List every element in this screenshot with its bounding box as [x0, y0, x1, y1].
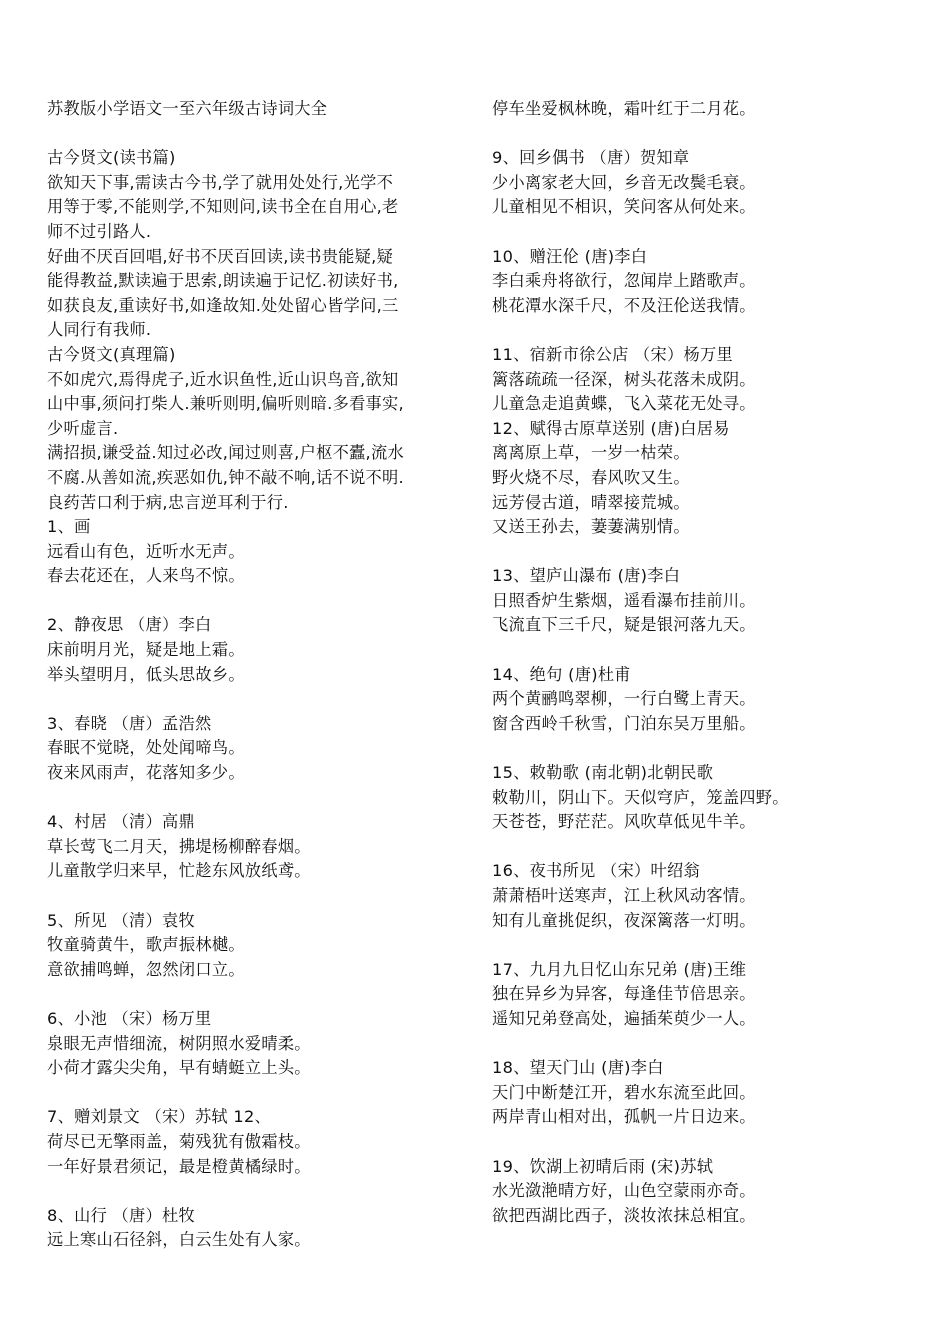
- text-line: 4、村居 （清）高鼎: [47, 812, 195, 832]
- text-line: 3、春晓 （唐）孟浩然: [47, 713, 212, 733]
- text-line: [47, 884, 467, 909]
- text-line: [47, 1179, 467, 1204]
- text-line: 春眠不觉晓，处处闻啼鸟。: [47, 738, 245, 758]
- text-line: [492, 1032, 932, 1057]
- text-line: [47, 122, 467, 147]
- text-line: 5、所见 （清）袁牧: [47, 910, 195, 930]
- text-line: 儿童急走追黄蝶，飞入菜花无处寻。: [492, 394, 756, 414]
- text-line: 举头望明月，低头思故乡。: [47, 664, 245, 684]
- text-line: 天门中断楚江开，碧水东流至此回。: [492, 1082, 756, 1102]
- text-line: 古今贤文(读书篇): [47, 148, 176, 168]
- text-line: [492, 638, 932, 663]
- text-line: [492, 122, 932, 147]
- text-line: [492, 1130, 932, 1155]
- text-line: 小荷才露尖尖角，早有蜻蜓立上头。: [47, 1058, 311, 1078]
- text-line: 10、赠汪伦 (唐)李白: [492, 246, 648, 266]
- text-line: 牧童骑黄牛，歌声振林樾。: [47, 935, 245, 955]
- text-line: 能得教益,默读遍于思索,朗读遍于记忆.初读好书,: [47, 271, 399, 291]
- text-line: 窗含西岭千秋雪，门泊东吴万里船。: [492, 713, 756, 733]
- text-line: 良药苦口利于病,忠言逆耳利于行.: [47, 492, 289, 512]
- text-line: 用等于零,不能则学,不知则问,读书全在自用心,老: [47, 197, 399, 217]
- text-line: 13、望庐山瀑布 (唐)李白: [492, 566, 681, 586]
- text-line: 两个黄鹂鸣翠柳，一行白鹭上青天。: [492, 689, 756, 709]
- text-line: 14、绝句 (唐)杜甫: [492, 664, 631, 684]
- text-line: 篱落疏疏一径深，树头花落未成阴。: [492, 369, 756, 389]
- text-line: 古今贤文(真理篇): [47, 344, 176, 364]
- text-line: [492, 835, 932, 860]
- text-line: 知有儿童挑促织，夜深篱落一灯明。: [492, 910, 756, 930]
- text-line: 床前明月光，疑是地上霜。: [47, 640, 245, 660]
- text-line: 16、夜书所见 （宋）叶绍翁: [492, 861, 701, 881]
- text-line: 儿童散学归来早，忙趁东风放纸鸢。: [47, 861, 311, 881]
- text-line: [492, 736, 932, 761]
- text-line: [47, 786, 467, 811]
- text-line: 欲把西湖比西子，淡妆浓抹总相宜。: [492, 1205, 756, 1225]
- text-line: 少小离家老大回，乡音无改鬓毛衰。: [492, 172, 756, 192]
- text-line: 8、山行 （唐）杜牧: [47, 1205, 195, 1225]
- text-line: 远看山有色，近听水无声。: [47, 541, 245, 561]
- text-line: 师不过引路人.: [47, 221, 152, 241]
- text-line: 如获良友,重读好书,如逢故知.处处留心皆学问,三: [47, 295, 399, 315]
- text-line: 1、画: [47, 517, 91, 537]
- text-line: 水光潋滟晴方好，山色空蒙雨亦奇。: [492, 1181, 756, 1201]
- text-line: 草长莺飞二月天，拂堤杨柳醉春烟。: [47, 836, 311, 856]
- text-line: 李白乘舟将欲行，忽闻岸上踏歌声。: [492, 271, 756, 291]
- text-line: 少听虚言.: [47, 418, 119, 438]
- text-line: 独在异乡为异客，每逢佳节倍思亲。: [492, 984, 756, 1004]
- text-line: 人同行有我师.: [47, 320, 152, 340]
- right-column: [492, 97, 932, 1228]
- text-line: 又送王孙去，萋萋满别情。: [492, 517, 690, 537]
- text-line: 春去花还在，人来鸟不惊。: [47, 566, 245, 586]
- text-line: 泉眼无声惜细流，树阴照水爱晴柔。: [47, 1033, 311, 1053]
- text-line: 山中事,须问打柴人.兼听则明,偏听则暗.多看事实,: [47, 394, 404, 414]
- text-line: 停车坐爱枫林晚，霜叶红于二月花。: [492, 99, 756, 118]
- text-line: 荷尽已无擎雨盖，菊残犹有傲霜枝。: [47, 1131, 311, 1151]
- text-line: 萧萧梧叶送寒声，江上秋风动客情。: [492, 886, 756, 905]
- text-line: 儿童相见不相识，笑问客从何处来。: [492, 197, 756, 217]
- text-line: 两岸青山相对出，孤帆一片日边来。: [492, 1107, 756, 1127]
- text-line: 欲知天下事,需读古今书,学了就用处处行,光学不: [47, 172, 394, 192]
- text-line: 好曲不厌百回唱,好书不厌百回读,读书贵能疑,疑: [47, 246, 394, 266]
- text-line: [47, 687, 467, 712]
- text-line: 9、回乡偶书 （唐）贺知章: [492, 148, 690, 168]
- text-line: 12、赋得古原草送别 (唐)白居易: [492, 418, 730, 438]
- text-line: [492, 220, 932, 245]
- text-line: [47, 589, 467, 614]
- text-line: [492, 933, 932, 958]
- text-line: 19、饮湖上初晴后雨 (宋)苏轼: [492, 1156, 714, 1176]
- text-line: 18、望天门山 (唐)李白: [492, 1058, 664, 1078]
- text-line: 意欲捕鸣蝉，忽然闭口立。: [47, 959, 245, 979]
- text-line: 远芳侵古道，晴翠接荒城。: [492, 492, 690, 512]
- text-line: 遥知兄弟登高处，遍插茱萸少一人。: [492, 1008, 756, 1028]
- text-line: 11、宿新市徐公店 （宋）杨万里: [492, 344, 733, 364]
- text-line: 苏教版小学语文一至六年级古诗词大全: [47, 99, 328, 118]
- text-line: 远上寒山石径斜，白云生处有人家。: [47, 1230, 311, 1250]
- text-line: 不如虎穴,焉得虎子,近水识鱼性,近山识鸟音,欲知: [47, 369, 399, 389]
- text-line: 天苍苍，野茫茫。风吹草低见牛羊。: [492, 812, 756, 832]
- text-line: [492, 318, 932, 343]
- text-line: 离离原上草，一岁一枯荣。: [492, 443, 690, 463]
- text-line: 日照香炉生紫烟，遥看瀑布挂前川。: [492, 590, 756, 610]
- text-line: 夜来风雨声，花落知多少。: [47, 763, 245, 783]
- text-line: 17、九月九日忆山东兄弟 (唐)王维: [492, 959, 747, 979]
- text-line: 不腐.从善如流,疾恶如仇,钟不敲不响,话不说不明.: [47, 467, 404, 487]
- text-line: 7、赠刘景文 （宋）苏轼 12、: [47, 1107, 272, 1127]
- text-line: 满招损,谦受益.知过必改,闻过则喜,户枢不蠹,流水: [47, 443, 404, 463]
- text-line: 15、敕勒歌 (南北朝)北朝民歌: [492, 763, 714, 783]
- text-line: 一年好景君须记，最是橙黄橘绿时。: [47, 1156, 311, 1176]
- text-line: 敕勒川，阴山下。天似穹庐，笼盖四野。: [492, 787, 789, 807]
- left-column: [47, 97, 467, 1253]
- text-line: [492, 540, 932, 565]
- text-line: 桃花潭水深千尺，不及汪伦送我情。: [492, 295, 756, 315]
- text-line: 2、静夜思 （唐）李白: [47, 615, 212, 635]
- text-line: 飞流直下三千尺，疑是银河落九天。: [492, 615, 756, 635]
- text-line: 野火烧不尽，春风吹又生。: [492, 467, 690, 487]
- text-line: 6、小池 （宋）杨万里: [47, 1008, 212, 1028]
- text-line: [47, 982, 467, 1007]
- text-line: [47, 1081, 467, 1106]
